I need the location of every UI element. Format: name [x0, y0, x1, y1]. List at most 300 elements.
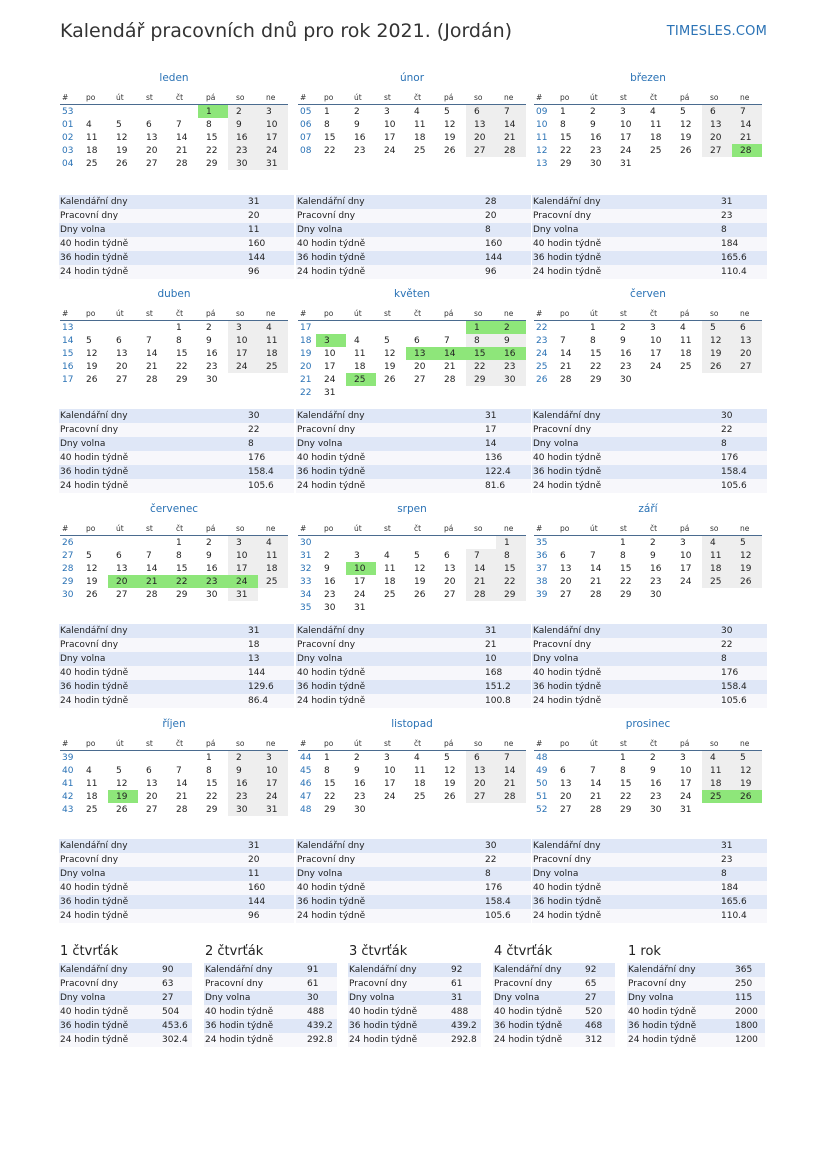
day-cell[interactable]: 11	[702, 549, 732, 562]
day-cell[interactable]: 16	[620, 348, 632, 359]
day-cell[interactable]: 9	[650, 765, 656, 776]
day-cell[interactable]: 23	[198, 575, 228, 588]
day-cell[interactable]: 11	[680, 335, 692, 346]
day-cell[interactable]: 11	[414, 119, 426, 130]
day-cell[interactable]: 30	[354, 804, 366, 815]
day-cell[interactable]: 14	[176, 132, 188, 143]
day-cell[interactable]: 27	[702, 144, 732, 157]
day-cell[interactable]: 20	[108, 575, 138, 588]
day-cell[interactable]: 27	[560, 804, 572, 815]
day-cell[interactable]: 9	[650, 550, 656, 561]
day-cell[interactable]: 1	[496, 536, 526, 550]
day-cell[interactable]: 21	[176, 791, 188, 802]
day-cell[interactable]: 29	[176, 589, 188, 600]
day-cell[interactable]: 7	[466, 549, 496, 562]
day-cell[interactable]: 21	[560, 361, 572, 372]
day-cell[interactable]: 4	[258, 536, 288, 550]
day-cell[interactable]: 20	[116, 361, 128, 372]
day-cell[interactable]: 8	[496, 549, 526, 562]
day-cell[interactable]: 5	[86, 335, 92, 346]
day-cell[interactable]: 12	[702, 334, 732, 347]
day-cell[interactable]: 7	[590, 550, 596, 561]
day-cell[interactable]: 14	[466, 562, 496, 575]
day-cell[interactable]: 7	[560, 335, 566, 346]
day-cell[interactable]: 25	[680, 361, 692, 372]
day-cell[interactable]: 9	[228, 764, 258, 777]
day-cell[interactable]: 26	[116, 804, 128, 815]
day-cell[interactable]: 28	[590, 589, 602, 600]
day-cell[interactable]: 26	[116, 158, 128, 169]
day-cell[interactable]: 25	[346, 373, 376, 386]
day-cell[interactable]: 29	[620, 804, 632, 815]
day-cell[interactable]: 18	[680, 348, 692, 359]
day-cell[interactable]: 1	[620, 537, 626, 548]
day-cell[interactable]: 13	[560, 778, 572, 789]
day-cell[interactable]: 18	[86, 791, 98, 802]
day-cell[interactable]: 19	[414, 576, 426, 587]
day-cell[interactable]: 2	[228, 751, 258, 765]
day-cell[interactable]: 31	[620, 158, 632, 169]
day-cell[interactable]: 12	[732, 549, 762, 562]
day-cell[interactable]: 26	[86, 589, 98, 600]
day-cell[interactable]: 2	[206, 322, 212, 333]
day-cell[interactable]: 9	[354, 765, 360, 776]
day-cell[interactable]: 14	[560, 348, 572, 359]
day-cell[interactable]: 11	[258, 334, 288, 347]
day-cell[interactable]: 13	[702, 118, 732, 131]
day-cell[interactable]: 24	[324, 374, 336, 385]
day-cell[interactable]: 6	[732, 321, 762, 335]
day-cell[interactable]: 19	[444, 778, 456, 789]
day-cell[interactable]: 10	[228, 334, 258, 347]
day-cell[interactable]: 6	[444, 550, 450, 561]
day-cell[interactable]: 23	[206, 361, 218, 372]
day-cell[interactable]: 24	[384, 145, 396, 156]
day-cell[interactable]: 19	[86, 361, 98, 372]
day-cell[interactable]: 14	[590, 563, 602, 574]
day-cell[interactable]: 21	[176, 145, 188, 156]
day-cell[interactable]: 28	[146, 589, 158, 600]
day-cell[interactable]: 23	[228, 144, 258, 157]
day-cell[interactable]: 31	[680, 804, 692, 815]
day-cell[interactable]: 1	[198, 105, 228, 119]
day-cell[interactable]: 20	[466, 131, 496, 144]
day-cell[interactable]: 24	[228, 360, 258, 373]
day-cell[interactable]: 16	[590, 132, 602, 143]
day-cell[interactable]: 12	[444, 119, 456, 130]
day-cell[interactable]: 24	[680, 791, 692, 802]
day-cell[interactable]: 2	[650, 752, 656, 763]
day-cell[interactable]: 20	[414, 361, 426, 372]
day-cell[interactable]: 4	[702, 536, 732, 550]
day-cell[interactable]: 30	[206, 374, 218, 385]
day-cell[interactable]: 15	[176, 563, 188, 574]
day-cell[interactable]: 15	[176, 348, 188, 359]
day-cell[interactable]: 29	[590, 374, 602, 385]
day-cell[interactable]: 13	[146, 132, 158, 143]
day-cell[interactable]: 16	[228, 131, 258, 144]
day-cell[interactable]: 28	[146, 374, 158, 385]
day-cell[interactable]: 22	[466, 360, 496, 373]
day-cell[interactable]: 10	[680, 765, 692, 776]
day-cell[interactable]: 28	[560, 374, 572, 385]
day-cell[interactable]: 5	[444, 106, 450, 117]
day-cell[interactable]: 31	[228, 588, 258, 601]
day-cell[interactable]: 30	[206, 589, 218, 600]
day-cell[interactable]: 23	[650, 576, 662, 587]
day-cell[interactable]: 4	[86, 765, 92, 776]
day-cell[interactable]: 21	[444, 361, 456, 372]
day-cell[interactable]: 14	[146, 348, 158, 359]
day-cell[interactable]: 30	[650, 804, 662, 815]
day-cell[interactable]: 4	[258, 321, 288, 335]
day-cell[interactable]: 22	[620, 791, 632, 802]
day-cell[interactable]: 14	[496, 118, 526, 131]
day-cell[interactable]: 24	[258, 144, 288, 157]
day-cell[interactable]: 7	[732, 105, 762, 119]
day-cell[interactable]: 21	[590, 791, 602, 802]
day-cell[interactable]: 22	[620, 576, 632, 587]
day-cell[interactable]: 5	[444, 752, 450, 763]
day-cell[interactable]: 19	[384, 361, 396, 372]
day-cell[interactable]: 2	[354, 752, 360, 763]
day-cell[interactable]: 29	[560, 158, 572, 169]
day-cell[interactable]: 23	[620, 361, 632, 372]
day-cell[interactable]: 20	[702, 131, 732, 144]
day-cell[interactable]: 10	[258, 118, 288, 131]
day-cell[interactable]: 2	[228, 105, 258, 119]
day-cell[interactable]: 16	[206, 348, 218, 359]
day-cell[interactable]: 4	[86, 119, 92, 130]
day-cell[interactable]: 21	[496, 777, 526, 790]
day-cell[interactable]: 4	[414, 106, 420, 117]
day-cell[interactable]: 5	[732, 536, 762, 550]
day-cell[interactable]: 11	[702, 764, 732, 777]
day-cell[interactable]: 23	[590, 145, 602, 156]
day-cell[interactable]: 20	[466, 777, 496, 790]
day-cell[interactable]: 13	[732, 334, 762, 347]
day-cell[interactable]: 24	[354, 589, 366, 600]
day-cell[interactable]: 20	[146, 791, 158, 802]
day-cell[interactable]: 1	[324, 106, 330, 117]
day-cell[interactable]: 27	[560, 589, 572, 600]
day-cell[interactable]: 30	[620, 374, 632, 385]
day-cell[interactable]: 9	[620, 335, 626, 346]
day-cell[interactable]: 12	[680, 119, 692, 130]
day-cell[interactable]: 26	[680, 145, 692, 156]
day-cell[interactable]: 5	[86, 550, 92, 561]
day-cell[interactable]: 8	[176, 335, 182, 346]
brand-link[interactable]: TIMESLES.COM	[666, 24, 767, 39]
day-cell[interactable]: 28	[176, 804, 188, 815]
day-cell[interactable]: 1	[620, 752, 626, 763]
day-cell[interactable]: 7	[176, 119, 182, 130]
day-cell[interactable]: 27	[466, 144, 496, 157]
day-cell[interactable]: 9	[590, 119, 596, 130]
day-cell[interactable]: 5	[680, 106, 686, 117]
day-cell[interactable]: 1	[324, 752, 330, 763]
day-cell[interactable]: 17	[258, 131, 288, 144]
day-cell[interactable]: 12	[116, 132, 128, 143]
day-cell[interactable]: 7	[444, 335, 450, 346]
day-cell[interactable]: 24	[384, 791, 396, 802]
day-cell[interactable]: 10	[650, 335, 662, 346]
day-cell[interactable]: 24	[650, 361, 662, 372]
day-cell[interactable]: 22	[206, 791, 218, 802]
day-cell[interactable]: 22	[168, 575, 198, 588]
day-cell[interactable]: 9	[206, 335, 212, 346]
day-cell[interactable]: 11	[384, 563, 396, 574]
day-cell[interactable]: 14	[496, 764, 526, 777]
day-cell[interactable]: 3	[258, 751, 288, 765]
day-cell[interactable]: 18	[354, 361, 366, 372]
day-cell[interactable]: 20	[146, 145, 158, 156]
day-cell[interactable]: 24	[258, 790, 288, 803]
day-cell[interactable]: 19	[732, 562, 762, 575]
day-cell[interactable]: 26	[444, 791, 456, 802]
day-cell[interactable]: 5	[702, 321, 732, 335]
day-cell[interactable]: 6	[466, 105, 496, 119]
day-cell[interactable]: 14	[732, 118, 762, 131]
day-cell[interactable]: 3	[650, 322, 656, 333]
day-cell[interactable]: 17	[680, 778, 692, 789]
day-cell[interactable]: 8	[324, 119, 330, 130]
day-cell[interactable]: 6	[146, 119, 152, 130]
day-cell[interactable]: 21	[466, 575, 496, 588]
day-cell[interactable]: 17	[384, 132, 396, 143]
day-cell[interactable]: 18	[414, 132, 426, 143]
day-cell[interactable]: 8	[560, 119, 566, 130]
day-cell[interactable]: 1	[176, 537, 182, 548]
day-cell[interactable]: 4	[702, 751, 732, 765]
day-cell[interactable]: 23	[354, 791, 366, 802]
day-cell[interactable]: 30	[228, 803, 258, 816]
day-cell[interactable]: 27	[444, 589, 456, 600]
day-cell[interactable]: 19	[444, 132, 456, 143]
day-cell[interactable]: 23	[650, 791, 662, 802]
day-cell[interactable]: 1	[176, 322, 182, 333]
day-cell[interactable]: 21	[496, 131, 526, 144]
day-cell[interactable]: 25	[384, 589, 396, 600]
day-cell[interactable]: 8	[590, 335, 596, 346]
day-cell[interactable]: 4	[680, 322, 686, 333]
day-cell[interactable]: 13	[406, 347, 436, 360]
day-cell[interactable]: 8	[620, 550, 626, 561]
day-cell[interactable]: 6	[560, 550, 566, 561]
day-cell[interactable]: 22	[324, 145, 336, 156]
day-cell[interactable]: 7	[146, 335, 152, 346]
day-cell[interactable]: 13	[560, 563, 572, 574]
day-cell[interactable]: 18	[384, 576, 396, 587]
day-cell[interactable]: 10	[228, 549, 258, 562]
day-cell[interactable]: 7	[496, 751, 526, 765]
day-cell[interactable]: 15	[496, 562, 526, 575]
day-cell[interactable]: 22	[206, 145, 218, 156]
day-cell[interactable]: 11	[354, 348, 366, 359]
day-cell[interactable]: 11	[650, 119, 662, 130]
day-cell[interactable]: 12	[444, 765, 456, 776]
day-cell[interactable]: 17	[680, 563, 692, 574]
day-cell[interactable]: 6	[116, 550, 122, 561]
day-cell[interactable]: 22	[324, 791, 336, 802]
day-cell[interactable]: 30	[324, 602, 336, 613]
day-cell[interactable]: 16	[354, 778, 366, 789]
day-cell[interactable]: 20	[444, 576, 456, 587]
day-cell[interactable]: 10	[324, 348, 336, 359]
day-cell[interactable]: 31	[258, 803, 288, 816]
day-cell[interactable]: 17	[324, 361, 336, 372]
day-cell[interactable]: 1	[560, 106, 566, 117]
day-cell[interactable]: 6	[466, 751, 496, 765]
day-cell[interactable]: 26	[732, 790, 762, 803]
day-cell[interactable]: 25	[414, 791, 426, 802]
day-cell[interactable]: 29	[620, 589, 632, 600]
day-cell[interactable]: 25	[702, 575, 732, 588]
day-cell[interactable]: 9	[324, 563, 330, 574]
day-cell[interactable]: 30	[650, 589, 662, 600]
day-cell[interactable]: 4	[354, 335, 360, 346]
day-cell[interactable]: 25	[86, 158, 98, 169]
day-cell[interactable]: 15	[324, 132, 336, 143]
day-cell[interactable]: 26	[444, 145, 456, 156]
day-cell[interactable]: 13	[444, 563, 456, 574]
day-cell[interactable]: 5	[116, 765, 122, 776]
day-cell[interactable]: 15	[620, 563, 632, 574]
day-cell[interactable]: 9	[354, 119, 360, 130]
day-cell[interactable]: 18	[86, 145, 98, 156]
day-cell[interactable]: 12	[414, 563, 426, 574]
day-cell[interactable]: 15	[206, 778, 218, 789]
day-cell[interactable]: 10	[620, 119, 632, 130]
day-cell[interactable]: 17	[228, 347, 258, 360]
day-cell[interactable]: 25	[702, 790, 732, 803]
day-cell[interactable]: 21	[590, 576, 602, 587]
day-cell[interactable]: 28	[732, 144, 762, 157]
day-cell[interactable]: 30	[590, 158, 602, 169]
day-cell[interactable]: 11	[86, 778, 98, 789]
day-cell[interactable]: 28	[176, 158, 188, 169]
day-cell[interactable]: 16	[650, 563, 662, 574]
day-cell[interactable]: 28	[590, 804, 602, 815]
day-cell[interactable]: 28	[496, 144, 526, 157]
day-cell[interactable]: 8	[466, 334, 496, 347]
day-cell[interactable]: 11	[414, 765, 426, 776]
day-cell[interactable]: 28	[466, 588, 496, 601]
day-cell[interactable]: 16	[496, 347, 526, 360]
day-cell[interactable]: 22	[560, 145, 572, 156]
day-cell[interactable]: 5	[384, 335, 390, 346]
day-cell[interactable]: 9	[496, 334, 526, 347]
day-cell[interactable]: 28	[496, 790, 526, 803]
day-cell[interactable]: 16	[354, 132, 366, 143]
day-cell[interactable]: 7	[176, 765, 182, 776]
day-cell[interactable]: 17	[228, 562, 258, 575]
day-cell[interactable]: 13	[116, 563, 128, 574]
day-cell[interactable]: 21	[146, 361, 158, 372]
day-cell[interactable]: 7	[496, 105, 526, 119]
day-cell[interactable]: 3	[258, 105, 288, 119]
day-cell[interactable]: 12	[116, 778, 128, 789]
day-cell[interactable]: 24	[228, 575, 258, 588]
day-cell[interactable]: 9	[206, 550, 212, 561]
day-cell[interactable]: 7	[590, 765, 596, 776]
day-cell[interactable]: 29	[176, 374, 188, 385]
day-cell[interactable]: 31	[354, 602, 366, 613]
day-cell[interactable]: 8	[206, 765, 212, 776]
day-cell[interactable]: 2	[496, 321, 526, 335]
day-cell[interactable]: 6	[116, 335, 122, 346]
day-cell[interactable]: 10	[680, 550, 692, 561]
day-cell[interactable]: 31	[258, 157, 288, 170]
day-cell[interactable]: 13	[466, 764, 496, 777]
day-cell[interactable]: 26	[86, 374, 98, 385]
day-cell[interactable]: 19	[108, 790, 138, 803]
day-cell[interactable]: 27	[732, 360, 762, 373]
day-cell[interactable]: 3	[620, 106, 626, 117]
day-cell[interactable]: 3	[228, 321, 258, 335]
day-cell[interactable]: 27	[466, 790, 496, 803]
day-cell[interactable]: 3	[680, 537, 686, 548]
day-cell[interactable]: 30	[496, 373, 526, 386]
day-cell[interactable]: 4	[414, 752, 420, 763]
day-cell[interactable]: 11	[86, 132, 98, 143]
day-cell[interactable]: 19	[702, 347, 732, 360]
day-cell[interactable]: 7	[146, 550, 152, 561]
day-cell[interactable]: 18	[258, 347, 288, 360]
day-cell[interactable]: 3	[680, 752, 686, 763]
day-cell[interactable]: 6	[146, 765, 152, 776]
day-cell[interactable]: 3	[316, 334, 346, 347]
day-cell[interactable]: 23	[324, 589, 336, 600]
day-cell[interactable]: 15	[324, 778, 336, 789]
day-cell[interactable]: 18	[414, 778, 426, 789]
day-cell[interactable]: 29	[466, 373, 496, 386]
day-cell[interactable]: 22	[590, 361, 602, 372]
day-cell[interactable]: 1	[466, 321, 496, 335]
day-cell[interactable]: 21	[138, 575, 168, 588]
day-cell[interactable]: 26	[384, 374, 396, 385]
day-cell[interactable]: 27	[414, 374, 426, 385]
day-cell[interactable]: 12	[732, 764, 762, 777]
day-cell[interactable]: 19	[86, 576, 98, 587]
day-cell[interactable]: 29	[324, 804, 336, 815]
day-cell[interactable]: 17	[650, 348, 662, 359]
day-cell[interactable]: 18	[702, 562, 732, 575]
day-cell[interactable]: 30	[228, 157, 258, 170]
day-cell[interactable]: 2	[206, 537, 212, 548]
day-cell[interactable]: 3	[354, 550, 360, 561]
day-cell[interactable]: 25	[258, 360, 288, 373]
day-cell[interactable]: 6	[702, 105, 732, 119]
day-cell[interactable]: 8	[176, 550, 182, 561]
day-cell[interactable]: 28	[444, 374, 456, 385]
day-cell[interactable]: 10	[384, 119, 396, 130]
day-cell[interactable]: 27	[146, 158, 158, 169]
day-cell[interactable]: 10	[346, 562, 376, 575]
day-cell[interactable]: 16	[650, 778, 662, 789]
day-cell[interactable]: 23	[228, 790, 258, 803]
day-cell[interactable]: 8	[206, 119, 212, 130]
day-cell[interactable]: 24	[620, 145, 632, 156]
day-cell[interactable]: 27	[116, 374, 128, 385]
day-cell[interactable]: 1	[590, 322, 596, 333]
day-cell[interactable]: 25	[414, 145, 426, 156]
day-cell[interactable]: 29	[206, 158, 218, 169]
day-cell[interactable]: 31	[324, 387, 336, 398]
day-cell[interactable]: 12	[86, 348, 98, 359]
day-cell[interactable]: 15	[560, 132, 572, 143]
day-cell[interactable]: 16	[324, 576, 336, 587]
